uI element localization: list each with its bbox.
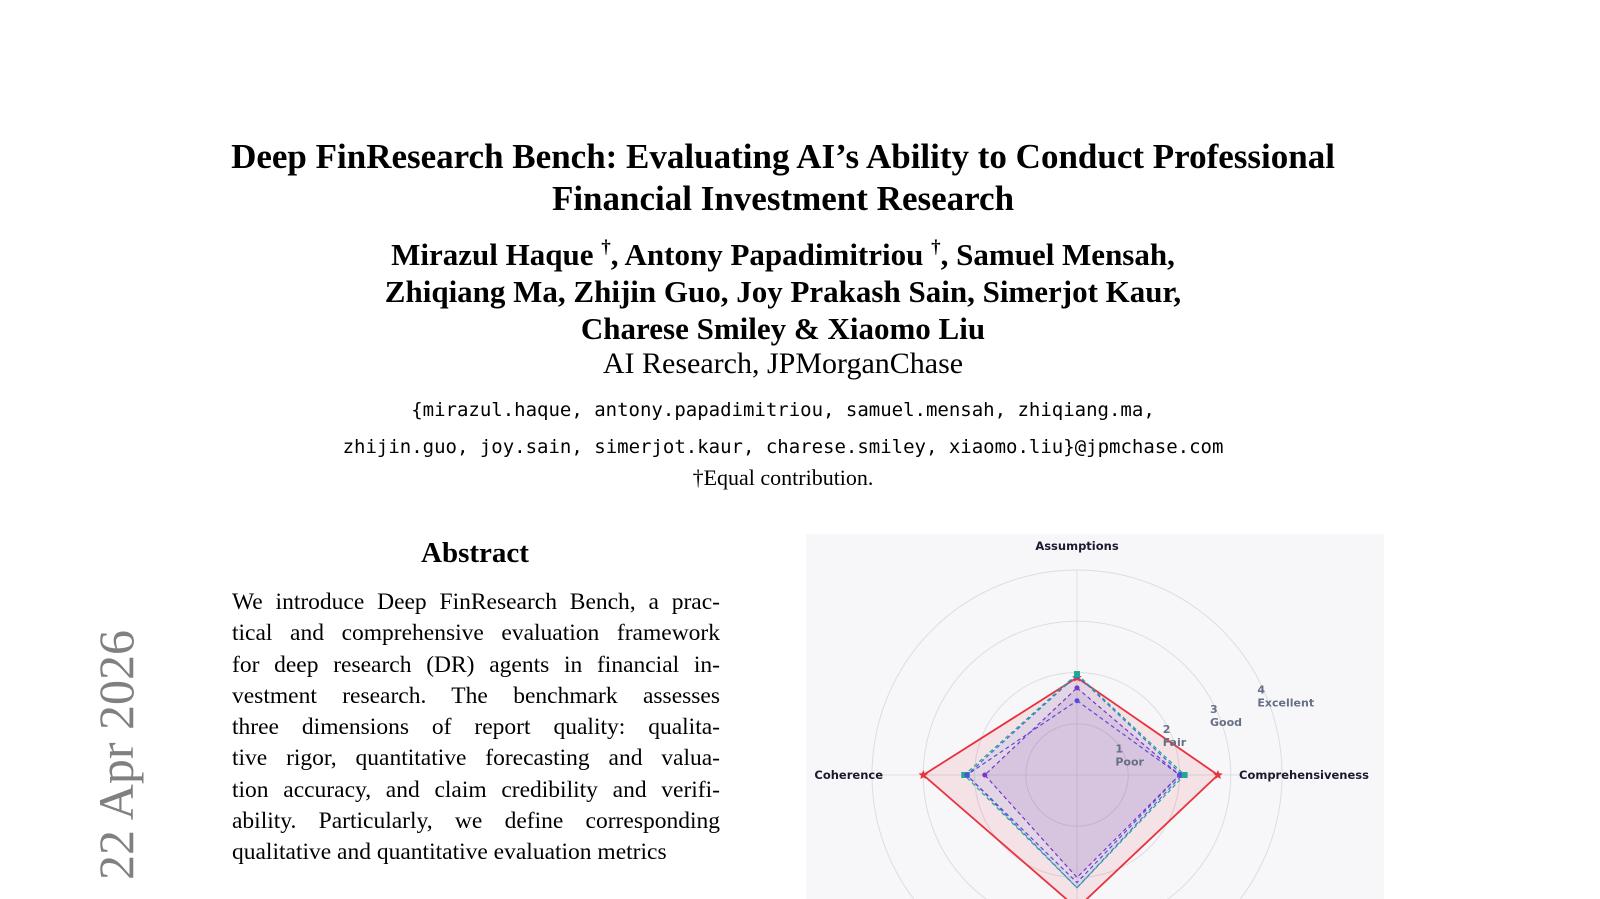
arxiv-date-stamp: 22 Apr 2026	[88, 630, 144, 880]
abstract-line: tion accuracy, and claim credibility and verifi-	[232, 776, 720, 803]
radial-tick-label: Excellent	[1257, 696, 1315, 710]
abstract-line: tical and comprehensive evaluation framework	[232, 620, 720, 647]
series-5-marker	[1075, 698, 1080, 703]
axis-label: Coherence	[814, 768, 883, 782]
abstract-line: We introduce Deep FinResearch Bench, a prac-	[232, 589, 720, 615]
affiliation: AI Research, JPMorganChase	[602, 347, 964, 380]
radial-tick-value: 4	[1257, 683, 1266, 697]
author-name: Mirazul Haque	[391, 237, 602, 272]
radial-tick-label: Good	[1210, 716, 1243, 730]
author-line-1	[0, 236, 1566, 273]
abstract-line: for deep research (DR) agents in financial in-	[232, 651, 720, 678]
equal-contribution-note: †Equal contribution.	[692, 465, 874, 490]
author-list	[0, 236, 1566, 347]
title-line-1: Deep FinResearch Bench: Evaluating AI’s Ability to Conduct Professional	[231, 137, 1335, 176]
radial-tick-value: 3	[1210, 703, 1218, 717]
abstract-line: three dimensions of report quality: qualita-	[232, 714, 720, 741]
author-emails	[0, 392, 1566, 466]
author-line-2: Zhiqiang Ma, Zhijin Guo, Joy Prakash Sain, Simerjot Kaur,	[384, 274, 1182, 309]
author-name: , Antony Papadimitriou	[610, 237, 932, 272]
radar-chart	[800, 528, 1390, 899]
title-line-2: Financial Investment Research	[551, 179, 1015, 218]
paper-title	[0, 136, 1566, 220]
series-3-marker	[1074, 671, 1080, 677]
series-4-marker	[1075, 685, 1080, 690]
series-3-marker	[1182, 772, 1188, 778]
radial-tick-label: Fair	[1162, 735, 1187, 749]
abstract-heading: Abstract	[421, 537, 529, 569]
abstract-line: ability. Particularly, we define corresponding	[232, 808, 720, 835]
abstract-line: vestment research. The benchmark assesses	[232, 682, 720, 709]
equal-contribution-mark: †	[601, 237, 611, 258]
series-4-marker	[982, 773, 987, 778]
radial-tick-label: Poor	[1115, 755, 1144, 769]
equal-contribution-mark: †	[931, 237, 941, 258]
abstract-body	[232, 587, 720, 869]
author-line-3: Charese Smiley & Xiaomo Liu	[580, 311, 986, 346]
email-line-2: zhijin.guo, joy.sain, simerjot.kaur, charese.smiley, xiaomo.liu}@jpmchase.com	[342, 436, 1224, 458]
abstract-line: tive rigor, quantitative forecasting and valua-	[232, 745, 720, 772]
radial-tick-value: 1	[1115, 742, 1124, 756]
axis-label: Assumptions	[1035, 539, 1119, 553]
author-name: , Samuel Mensah,	[940, 237, 1175, 272]
series-5-marker	[964, 773, 969, 778]
abstract-line: qualitative and quantitative evaluation metrics	[232, 839, 667, 866]
email-line-1: {mirazul.haque, antony.papadimitriou, samuel.mensah, zhiqiang.ma,	[411, 399, 1155, 421]
axis-label: Comprehensiveness	[1239, 768, 1369, 782]
radial-tick-value: 2	[1162, 722, 1171, 736]
series-5-marker	[1177, 773, 1182, 778]
